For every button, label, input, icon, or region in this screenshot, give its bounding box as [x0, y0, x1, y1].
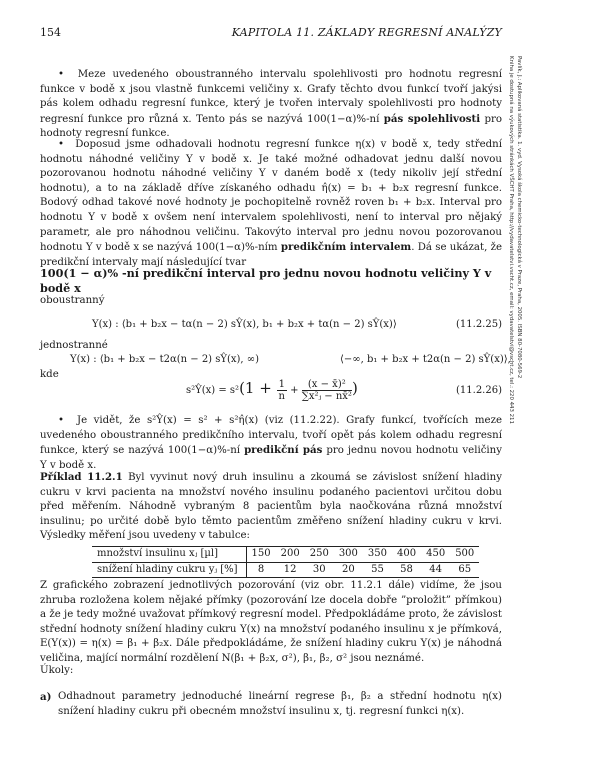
term-prediction-band: predikční pás	[244, 444, 323, 457]
side-citation	[506, 56, 522, 424]
task-a-text: Odhadnout parametry jednoduché lineární regrese β₁, β₂ a střední hodnotu η(x) snížení hladiny cukru při obecném množství insulinu x, tj. regresní funkci η(x).	[58, 691, 502, 717]
side-citation-line-2: Kniha je dostupná na výukových stránkách VŠCHT Praha, http://vydavatelstvi.vscht.cz, email: vydavatelstvi@vscht.cz, tel.: 220 443 211	[508, 56, 514, 424]
table-cell: 20	[334, 562, 363, 578]
table-cell: 450	[421, 547, 450, 563]
bullet: •	[58, 415, 78, 426]
table-cell: 300	[334, 547, 363, 563]
task-a-marker: a)	[40, 691, 52, 703]
paragraph-model: Z grafického zobrazení jednotlivých pozorování (viz obr. 11.2.1 dále) vidíme, že jsou zhruba rozložena kolem nějaké přímky (pozorování lze docela dobře ”proložit” přímkou) a že je tedy možné uvažovat přímkový regresní model. Předpokládáme proto, že závislost střední hodnoty snížení hladiny cukru Y(x) na množství podaného insulinu x je přímková, E(Y(x)) = η(x) = β₁ + β₂x. Dále předpokládáme, že snížení hladiny cukru Y(x) je náhodná veličina, mající normální rozdělení N(β₁ + β₂x, σ²), β₁, β₂, σ² jsou neznámé.	[40, 580, 502, 664]
example-label: Příklad 11.2.1	[40, 471, 123, 483]
label-where: kde	[40, 369, 59, 380]
table-row-sugar	[92, 562, 479, 578]
page-number: 154	[40, 26, 61, 39]
table-cell: 44	[421, 562, 450, 578]
data-table	[92, 546, 479, 578]
equation-number-25: (11.2.25)	[456, 319, 502, 330]
label-two-sided: oboustranný	[40, 295, 105, 306]
table-cell: 500	[450, 547, 479, 563]
table-cell: 350	[363, 547, 392, 563]
term-prediction-interval: predikčním intervalem	[280, 241, 412, 254]
row-label-insulin: množství insulinu xⱼ [µl]	[92, 547, 246, 563]
equation-one-sided-lower: Y(x) : ⟨b₁ + b₂x − t2α(n − 2) sŶ(x), ∞)	[70, 354, 260, 365]
table-cell: 12	[276, 562, 305, 578]
table-cell: 58	[392, 562, 421, 578]
equation-two-sided: Y(x) : ⟨b₁ + b₂x − tα(n − 2) sŶ(x), b₁ + b₂x + tα(n − 2) sŶ(x)⟩	[92, 319, 397, 330]
table-cell: 200	[276, 547, 305, 563]
tasks-label: Úkoly:	[40, 665, 74, 676]
label-one-sided: jednostranné	[40, 340, 108, 351]
table-cell: 250	[305, 547, 334, 563]
bullet: •	[58, 139, 76, 150]
equation-variance: s²Ŷ(x) = s²(1 + $\frac{1}{n}$ + $\frac{\text{(x − x̄)²}}{\text{∑x²ⱼ − nx̄²}}$ )	[186, 379, 358, 402]
row-label-sugar: snížení hladiny cukru yⱼ [%]	[92, 562, 246, 578]
table-cell: 400	[392, 547, 421, 563]
equation-number-26: (11.2.26)	[456, 385, 502, 396]
bullet: •	[58, 69, 78, 80]
table-row-insulin	[92, 547, 479, 563]
page-header	[40, 26, 502, 42]
paragraph-prediction-interval: • Doposud jsme odhadovali hodnotu regresní funkce η(x) v bodě x, tedy střední hodnotu náhodné veličiny Y v bodě x. Je také možné odhadovat jednu další novou pozorovanou hodnotu náhodné veličiny Y v daném bodě x (tedy nikoliv její střední hodnotu), a to na základě dříve získaného odhadu η̂(x) = b₁ + b₂x regresní funkce. Bodový odhad takové nové hodnoty je pochopitelně rovněž roven b₁ + b₂x. Interval pro hodnotu Y v bodě x ovšem není intervalem spolehlivosti, není to interval pro nějaký parametr, ale pro náhodnou veličinu. Takovýto interval pro jednu novou pozorovanou hodnotu Y v bodě x se nazývá 100(1−α)%-ním predikčním intervalem. Dá se ukázat, že predikční intervaly mají následující tvar	[40, 139, 502, 268]
task-a	[40, 690, 502, 719]
table-cell: 150	[246, 547, 276, 563]
equation-one-sided-upper: ⟨−∞, b₁ + b₂x + t2α(n − 2) sŶ(x)⟩,	[340, 354, 511, 365]
section-heading: 100(1 − α)% -ní predikční interval pro jednu novou hodnotu veličiny Y v bodě x	[40, 266, 492, 295]
paragraph-confidence-band: • Meze uvedeného oboustranného intervalu spolehlivosti pro hodnotu regresní funkce v bodě x jsou vlastně funkcemi veličiny x. Grafy těchto dvou funkcí tvoří jakýsi pás kolem odhadu regresní funkce, který je tvořen intervaly spolehlivosti pro hodnoty regresní funkce pro různá x. Tento pás se nazývá 100(1−α)%-ní pás spolehlivosti pro hodnoty regresní funkce.	[40, 69, 503, 140]
chapter-title: KAPITOLA 11. ZÁKLADY REGRESNÍ ANALÝZY	[231, 26, 502, 39]
table-cell: 8	[246, 562, 276, 578]
table-cell: 65	[450, 562, 479, 578]
side-citation-line-1: Pavlík, J.: Aplikovaná statistika. 1. vyd. Vysoká škola chemicko-technologická v Praze, Praha, 2005. ISBN 80-7080-569-2	[516, 56, 522, 379]
table-cell: 30	[305, 562, 334, 578]
example-paragraph: Příklad 11.2.1 Byl vyvinut nový druh insulinu a zkoumá se závislost snížení hladiny cukru v krvi pacienta na množství nového insulinu podaného pacientovi určitou dobu před měřením. Náhodně vybraným 8 pacientům byla naočkována různá množství insulinu; po určité době bylo těmto pacientům změřeno snížení hladiny cukru v krvi. Výsledky měření jsou uvedeny v tabulce:	[40, 471, 502, 542]
term-confidence-band: pás spolehlivosti	[383, 112, 481, 125]
table-cell: 55	[363, 562, 392, 578]
paragraph-prediction-band: • Je vidět, že s²Ŷ(x) = s² + s²η̂(x) (viz (11.2.22). Grafy funkcí, tvořících meze uvedeného oboustranného predikčního intervalu, tvoří opět pás kolem odhadu regresní funkce, který se nazývá 100(1−α)%-ní predikční pás pro jednu novou hodnotu veličiny Y v bodě x.	[40, 415, 503, 471]
